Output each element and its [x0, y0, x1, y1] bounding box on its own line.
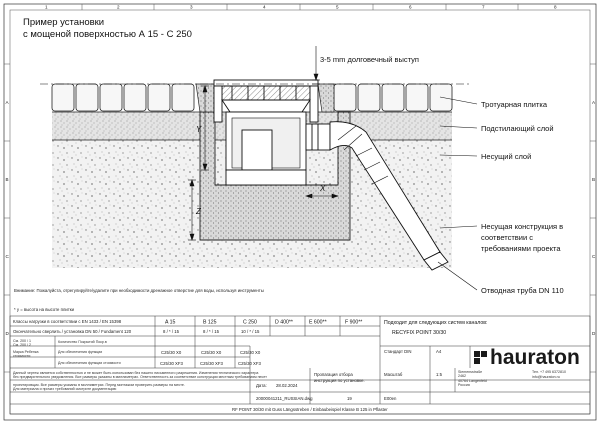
company-address-4: Россия — [458, 383, 470, 387]
notes-line-1: Данный чертеж является собственностью и не может быть использован без нашего письменного разрешения. Изменения технического характера — [13, 371, 259, 375]
grid-number-6: 6 — [409, 4, 412, 10]
left-row-2-text: Для обеспечения функции — [58, 350, 103, 354]
grid-number-7: 7 — [482, 4, 485, 10]
row2-label: Окончательно сверлить / установка DN 50 / Fundament 120 — [13, 329, 132, 334]
label-support-1: Несущая конструкция в — [481, 222, 564, 231]
drawing-title-line1: Пример установки — [23, 17, 105, 28]
dimension-y-label: Y — [196, 125, 202, 134]
left-row-3-text: Для обеспечения функции стоимости — [58, 361, 121, 365]
dimension-x-label: X — [320, 184, 326, 193]
grid-number-5: 5 — [336, 4, 339, 10]
hauraton-logo — [474, 346, 580, 369]
label-support-3: требованиями проекта — [481, 244, 561, 253]
grade-c-xf3: C25/30 XF3 — [238, 361, 261, 366]
standard-value: A4 — [436, 349, 442, 354]
protrusion-note: 3-5 mm долговечный выступ — [320, 55, 419, 64]
side-note-1: Cм. 200 / 1 — [13, 339, 32, 343]
grid-letter-b-left: B — [5, 177, 9, 182]
grade-b-xf3: C25/30 XF3 — [200, 361, 223, 366]
paving-stones-left — [52, 84, 194, 111]
label-support-2: соответствии с — [481, 233, 534, 242]
company-address-3: 40764 Langenfeld — [458, 379, 487, 383]
grid-number-4: 4 — [263, 4, 266, 10]
notes-line-3: проектировщик. Все размеры указаны в миллиметрах. Перед монтажом проверить размеры на месте. — [13, 383, 185, 387]
grid-letter-a-left: A — [5, 100, 9, 105]
side-note-2: Cм. 200 / 2 — [13, 343, 32, 347]
description-line-1: Пропагация отбора — [314, 372, 353, 377]
label-paving: Тротуарная плитка — [481, 100, 548, 109]
class-d400: D 400** — [275, 319, 293, 326]
standard-label: Стандарт DIN — [384, 349, 412, 354]
date-value: 28.02.2024 — [276, 383, 298, 388]
grid-letter-a-right: A — [592, 100, 596, 105]
label-pipe: Отводная труба DN 110 — [481, 286, 564, 295]
side-note-4: стоимости — [13, 354, 31, 358]
logo-wordmark: hauraton — [490, 346, 580, 369]
date-label: Дата: — [256, 383, 267, 388]
description-line-2: инструкция по установке. — [314, 378, 365, 383]
cross-section — [40, 46, 470, 270]
scale-label: Масштаб — [384, 372, 403, 377]
scale-value: 1:5 — [436, 372, 442, 377]
notes-line-4: Для материала и прочих требований смотрите документацию — [13, 387, 117, 391]
grid-letter-d-left: D — [5, 331, 9, 336]
class-c250: C 250 — [243, 319, 257, 326]
grade-c-x0: C25/30 X0 — [240, 350, 261, 355]
edition-code: E00en — [384, 396, 397, 401]
grid-number-8: 8 — [554, 4, 557, 10]
grade-a-xf3: C25/30 XF3 — [160, 361, 183, 366]
systems-product: RECYFIX POINT 30/30 — [392, 330, 447, 336]
label-base: Несущий слой — [481, 152, 532, 161]
class-e600: E 600** — [309, 319, 327, 326]
label-bedding: Подстилающий слой — [481, 124, 554, 133]
class-a15: A 15 — [165, 319, 176, 326]
side-note-3: Марка Ребенка — [13, 350, 39, 354]
class-b125: B 125 — [203, 319, 217, 326]
systems-heading: Подходит для следующих систем каналов: — [384, 320, 488, 326]
company-address-1: Siemensstraße — [458, 370, 483, 374]
company-phone: Тел. +7 495 6372810 — [532, 370, 567, 374]
grade-b-x0: C25/30 X0 — [201, 350, 222, 355]
footnote: * y = высота на высоте плитки — [14, 307, 75, 312]
grid-letter-c-left: C — [5, 254, 9, 259]
dimension-z-label: Z — [196, 207, 201, 216]
drawing-title-line2: с мощеной поверхностью А 15 - С 250 — [23, 29, 192, 40]
concrete-haunch-right — [318, 84, 334, 112]
grid-letter-b-right: B — [592, 177, 596, 182]
company-email: info@hauraton.ru — [532, 375, 560, 379]
left-row-1-text: Количество Покрытий Покр.в — [58, 340, 107, 344]
grid-number-1: 1 — [45, 4, 48, 10]
grid-letter-c-right: C — [592, 254, 596, 259]
footer-description: RF POINT 30/30 mit Guss Längsstreben / Einbaubeispiel Klasse B 125 in Pflaster — [232, 407, 388, 412]
row2-value-b: 8 / * / 15 — [203, 329, 220, 334]
row2-value-c: 10 / * / 15 — [241, 329, 260, 334]
grid-number-2: 2 — [117, 4, 120, 10]
revision: 19 — [347, 396, 352, 401]
grid-letter-d-right: D — [592, 331, 596, 336]
notes-line-2: без предварительного уведомления. Все размеры указаны в миллиметрах. Ответственность за соответствие конструкции местным требованиям несет — [13, 375, 267, 379]
class-f900: F 900** — [345, 319, 363, 326]
warning-note: Внимание: Пожалуйста, отрегулируйте/удалите при необходимости дренажное отверстие для воды, используя инструменты — [14, 288, 264, 293]
paving-stones-right — [334, 84, 452, 111]
drawing-number: 20000041211_RUSSIAN.dwg — [256, 396, 313, 401]
row2-value-a: 8 / * / 15 — [163, 329, 180, 334]
protrusion-dimension — [312, 46, 320, 84]
grade-a-x0: C25/30 X0 — [161, 350, 182, 355]
grid-number-3: 3 — [190, 4, 193, 10]
company-address-2: 2462 — [458, 374, 466, 378]
row1-label: Классы нагрузки в соответствии с EN 1433 / EN 15398 — [13, 319, 122, 324]
